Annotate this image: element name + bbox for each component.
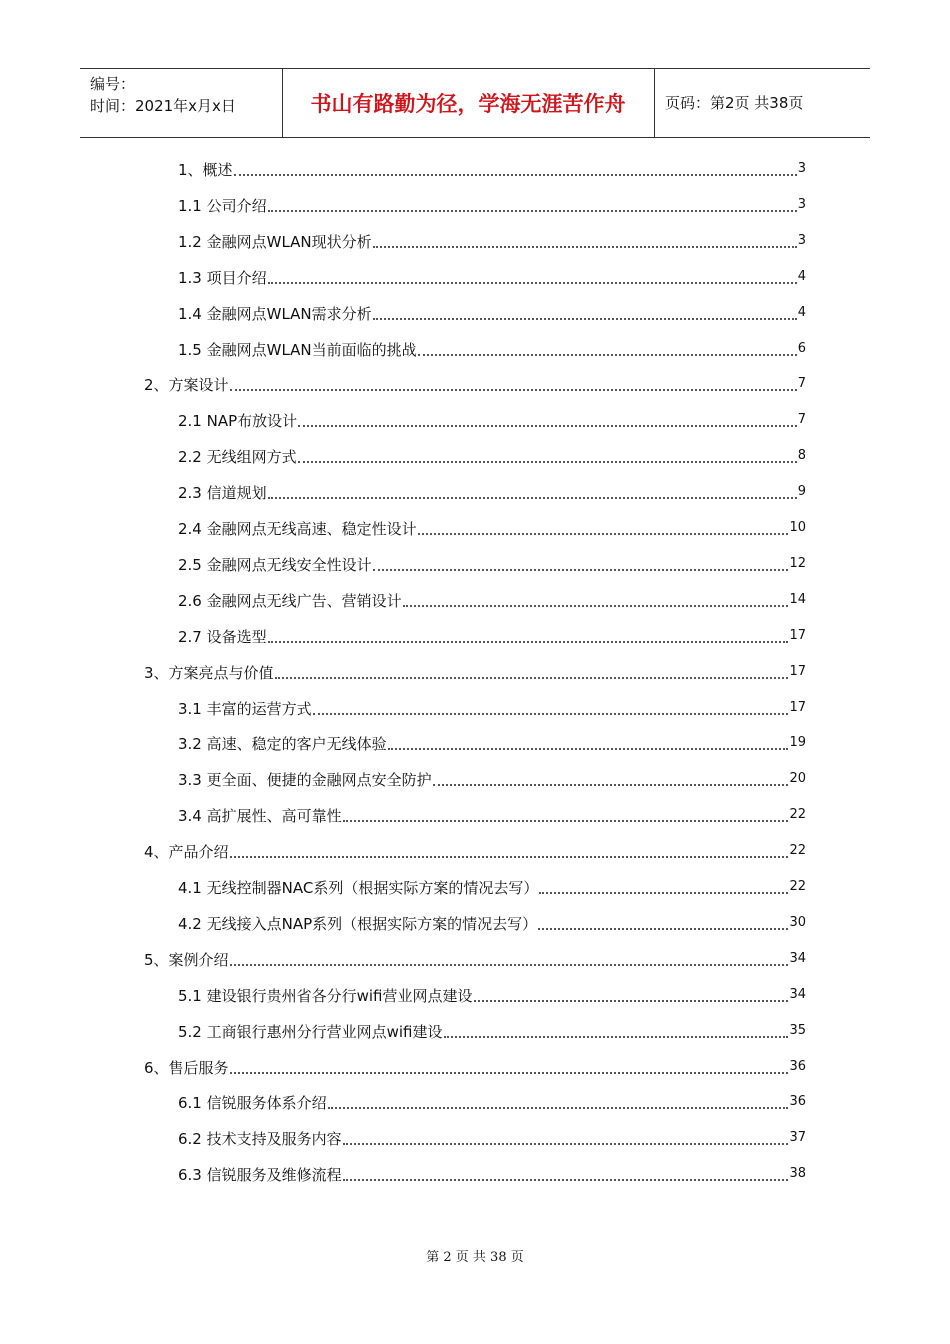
toc-dot-leader	[230, 389, 797, 391]
toc-dot-leader	[418, 533, 789, 535]
toc-entry-title: 2、方案设计	[144, 376, 229, 395]
toc-entry-page: 22	[789, 843, 806, 859]
toc-entry[interactable]	[178, 1127, 806, 1149]
toc-entry-title: 2.6 金融网点无线广告、营销设计	[178, 591, 402, 610]
toc-entry[interactable]	[144, 661, 806, 683]
toc-entry-title: 3.4 高扩展性、高可靠性	[178, 807, 342, 826]
toc-entry-page: 4	[797, 268, 806, 284]
toc-entry-title: 2.2 无线组网方式	[178, 448, 297, 467]
toc-entry-page: 17	[789, 627, 806, 643]
toc-dot-leader	[268, 497, 797, 499]
toc-entry-title: 1.1 公司介绍	[178, 196, 267, 215]
toc-entry[interactable]	[178, 158, 806, 180]
toc-entry[interactable]	[178, 302, 806, 324]
toc-entry[interactable]	[178, 481, 806, 503]
toc-entry-title: 5、案例介绍	[144, 950, 229, 969]
toc-entry[interactable]	[178, 409, 806, 431]
toc-entry-title: 1.3 项目介绍	[178, 268, 267, 287]
toc-dot-leader	[343, 1179, 789, 1181]
toc-entry[interactable]	[178, 445, 806, 467]
toc-entry[interactable]	[178, 804, 806, 826]
toc-entry-page: 7	[797, 376, 806, 392]
toc-entry-page: 30	[789, 914, 806, 930]
toc-entry-page: 34	[789, 986, 806, 1002]
toc-dot-leader	[373, 318, 797, 320]
toc-entry[interactable]	[178, 876, 806, 898]
toc-entry-page: 34	[789, 950, 806, 966]
toc-entry-page: 3	[797, 196, 806, 212]
toc-dot-leader	[388, 748, 789, 750]
toc-dot-leader	[230, 1072, 789, 1074]
toc-entry[interactable]	[178, 553, 806, 575]
toc-entry-title: 2.5 金融网点无线安全性设计	[178, 555, 372, 574]
toc-entry-page: 19	[789, 735, 806, 751]
toc-dot-leader	[403, 605, 789, 607]
toc-entry[interactable]	[178, 266, 806, 288]
toc-entry[interactable]	[144, 373, 806, 395]
toc-entry-title: 2.3 信道规划	[178, 484, 267, 503]
toc-dot-leader	[343, 820, 789, 822]
toc-dot-leader	[268, 210, 797, 212]
toc-entry-title: 2.4 金融网点无线高速、稳定性设计	[178, 520, 417, 538]
toc-entry-title: 1.2 金融网点WLAN现状分析	[178, 232, 372, 251]
toc-entry-title: 2.1 NAP布放设计	[178, 412, 298, 431]
toc-entry-title: 2.7 设备选型	[178, 627, 267, 646]
toc-entry[interactable]	[178, 230, 806, 252]
toc-entry-page: 38	[789, 1166, 806, 1182]
toc-entry[interactable]	[144, 840, 806, 862]
header-meta	[90, 73, 236, 117]
toc-dot-leader	[444, 1036, 789, 1038]
toc-entry-title: 1.4 金融网点WLAN需求分析	[178, 304, 372, 323]
toc-entry[interactable]	[178, 984, 806, 1006]
toc-dot-leader	[373, 246, 797, 248]
toc-entry-title: 4.1 无线控制器NAC系列（根据实际方案的情况去写）	[178, 879, 539, 897]
toc-entry-page: 10	[789, 520, 806, 535]
toc-entry-page: 17	[789, 663, 806, 679]
toc-entry-title: 3.1 丰富的运营方式	[178, 699, 312, 718]
toc-entry-page: 6	[797, 340, 806, 356]
toc-entry-page: 36	[789, 1058, 806, 1074]
toc-dot-leader	[298, 461, 797, 463]
toc-entry-title: 6.3 信锐服务及维修流程	[178, 1166, 342, 1185]
toc-entry[interactable]	[178, 697, 806, 719]
toc-dot-leader	[474, 1000, 789, 1002]
toc-entry-title: 1.5 金融网点WLAN当前面临的挑战	[178, 340, 417, 359]
toc-entry-title: 6、售后服务	[144, 1058, 229, 1077]
toc-entry-page: 3	[797, 161, 806, 176]
toc-dot-leader	[268, 282, 797, 284]
toc-entry-title: 4.2 无线接入点NAP系列（根据实际方案的情况去写）	[178, 914, 538, 933]
toc-entry[interactable]	[178, 1163, 806, 1185]
toc-entry-page: 17	[789, 699, 806, 715]
toc-dot-leader	[268, 641, 789, 643]
toc-dot-leader	[328, 1107, 789, 1109]
toc-entry-page: 9	[797, 484, 806, 500]
header-motto: 书山有路勤为径，学海无涯苦作舟	[310, 92, 626, 116]
document-number-label: 编号：	[90, 75, 136, 93]
toc-entry[interactable]	[178, 517, 806, 539]
toc-dot-leader	[298, 425, 797, 427]
toc-dot-leader	[234, 174, 797, 176]
toc-dot-leader	[275, 677, 789, 679]
toc-dot-leader	[230, 964, 789, 966]
toc-entry-page: 8	[797, 448, 806, 464]
toc-entry[interactable]	[178, 589, 806, 611]
toc-entry-page: 12	[789, 555, 806, 571]
toc-entry-page: 36	[789, 1094, 806, 1110]
page-footer: 第 2 页 共 38 页	[426, 1250, 524, 1265]
toc-dot-leader	[418, 354, 797, 356]
toc-entry[interactable]	[178, 1091, 806, 1113]
page-header	[80, 68, 870, 138]
toc-entry-page: 4	[797, 304, 806, 320]
header-divider	[654, 69, 655, 137]
toc-entry-page: 7	[797, 412, 806, 428]
toc-entry-page: 37	[789, 1130, 806, 1146]
toc-entry-title: 3、方案亮点与价值	[144, 663, 274, 682]
toc-entry[interactable]	[178, 625, 806, 647]
toc-entry-title: 5.1 建设银行贵州省各分行wifi营业网点建设	[178, 986, 473, 1005]
toc-entry-page: 14	[789, 591, 806, 607]
toc-dot-leader	[343, 1143, 789, 1145]
toc-dot-leader	[373, 569, 789, 571]
document-date: 时间：2021年x月x日	[90, 97, 236, 115]
toc-entry[interactable]	[178, 194, 806, 216]
toc-dot-leader	[538, 928, 788, 930]
toc-entry[interactable]	[178, 338, 806, 360]
header-page-info: 页码：第2页 共38页	[665, 94, 804, 112]
toc-entry-title: 5.2 工商银行惠州分行营业网点wifi建设	[178, 1022, 443, 1041]
toc-dot-leader	[539, 892, 788, 894]
toc-dot-leader	[433, 784, 789, 786]
toc-entry-title: 6.2 技术支持及服务内容	[178, 1130, 342, 1149]
toc-entry-title: 4、产品介绍	[144, 843, 229, 862]
toc-entry[interactable]	[144, 948, 806, 970]
toc-entry[interactable]	[178, 732, 806, 754]
toc-entry-title: 3.2 高速、稳定的客户无线体验	[178, 735, 387, 754]
toc-entry-title: 1、概述	[178, 161, 233, 179]
toc-entry-title: 3.3 更全面、便捷的金融网点安全防护	[178, 771, 432, 790]
toc-entry[interactable]	[178, 768, 806, 790]
toc-entry-title: 6.1 信锐服务体系介绍	[178, 1094, 327, 1113]
toc-entry-page: 20	[789, 771, 806, 787]
toc-entry[interactable]	[178, 912, 806, 934]
toc-entry-page: 22	[789, 879, 806, 894]
toc-dot-leader	[230, 856, 789, 858]
toc-entry-page: 3	[797, 232, 806, 248]
toc-dot-leader	[313, 713, 789, 715]
toc-entry[interactable]	[144, 1056, 806, 1078]
toc-entry-page: 35	[789, 1022, 806, 1038]
toc-entry-page: 22	[789, 807, 806, 823]
toc-entry[interactable]	[178, 1020, 806, 1042]
